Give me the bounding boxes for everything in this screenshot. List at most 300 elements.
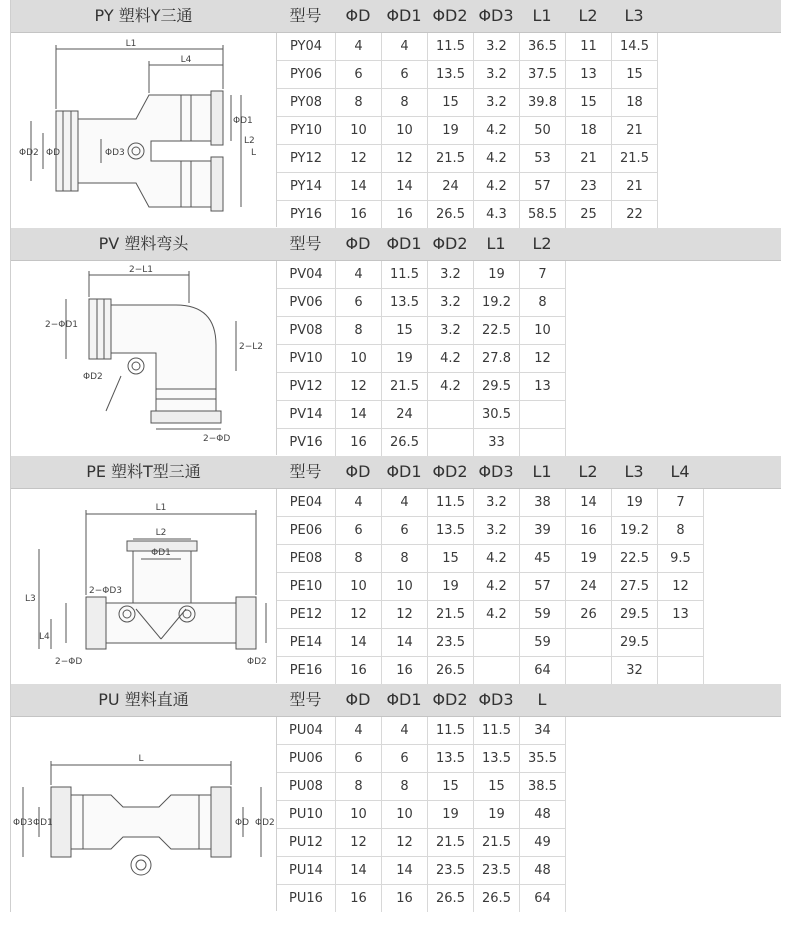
model-cell: PU12 bbox=[277, 829, 336, 856]
section-title: PY 塑料Y三通 bbox=[94, 6, 193, 25]
value-cell: 14 bbox=[336, 173, 382, 200]
dim-label: L1 bbox=[155, 503, 167, 513]
value-cell: 24 bbox=[428, 173, 474, 200]
value-cell: 14.5 bbox=[612, 33, 658, 60]
value-cell: 59 bbox=[520, 601, 566, 628]
value-cell: 57 bbox=[520, 573, 566, 600]
table-row bbox=[277, 429, 566, 456]
col-header: 型号 bbox=[289, 690, 322, 709]
value-cell: 58.5 bbox=[520, 201, 566, 228]
value-cell: 30.5 bbox=[474, 401, 520, 428]
value-cell: 21.5 bbox=[428, 601, 474, 628]
value-cell bbox=[566, 629, 612, 656]
model-cell: PU14 bbox=[277, 857, 336, 884]
model-cell: PE08 bbox=[277, 545, 336, 572]
value-cell: 13.5 bbox=[382, 289, 428, 316]
spec-table bbox=[277, 261, 566, 456]
value-cell: 8 bbox=[382, 89, 428, 116]
value-cell: 16 bbox=[336, 201, 382, 228]
value-cell: 16 bbox=[566, 517, 612, 544]
value-cell: 3.2 bbox=[428, 289, 474, 316]
value-cell: 8 bbox=[336, 317, 382, 344]
value-cell: 11.5 bbox=[428, 489, 474, 516]
model-cell: PY08 bbox=[277, 89, 336, 116]
value-cell: 19 bbox=[566, 545, 612, 572]
value-cell: 10 bbox=[382, 117, 428, 144]
value-cell: 6 bbox=[382, 745, 428, 772]
col-header: ΦD3 bbox=[478, 6, 514, 25]
value-cell: 12 bbox=[336, 373, 382, 400]
section-pe bbox=[10, 456, 781, 684]
value-cell: 19.2 bbox=[474, 289, 520, 316]
dim-label: ΦD1 bbox=[33, 818, 53, 828]
value-cell: 4.2 bbox=[474, 117, 520, 144]
value-cell: 14 bbox=[336, 857, 382, 884]
value-cell: 15 bbox=[428, 545, 474, 572]
value-cell: 10 bbox=[382, 573, 428, 600]
dim-label: 2−ΦD bbox=[203, 434, 231, 444]
value-cell: 22.5 bbox=[474, 317, 520, 344]
col-header: 型号 bbox=[289, 6, 322, 25]
value-cell: 50 bbox=[520, 117, 566, 144]
model-cell: PE04 bbox=[277, 489, 336, 516]
dim-label: L4 bbox=[39, 632, 50, 642]
value-cell: 23.5 bbox=[428, 629, 474, 656]
value-cell: 12 bbox=[336, 829, 382, 856]
table-row bbox=[277, 117, 658, 145]
col-header: L3 bbox=[624, 6, 644, 25]
table-row bbox=[277, 573, 704, 601]
value-cell: 12 bbox=[382, 145, 428, 172]
value-cell: 21 bbox=[612, 173, 658, 200]
value-cell: 10 bbox=[336, 117, 382, 144]
value-cell: 21.5 bbox=[428, 145, 474, 172]
table-row bbox=[277, 261, 566, 289]
value-cell: 26.5 bbox=[428, 885, 474, 912]
section-header bbox=[11, 456, 781, 489]
dim-label: ΦD2 bbox=[83, 372, 103, 382]
dim-label: L3 bbox=[25, 594, 36, 604]
value-cell: 19 bbox=[382, 345, 428, 372]
spec-sheet bbox=[10, 0, 780, 912]
dim-label: L2 bbox=[155, 528, 167, 538]
section-title: PV 塑料弯头 bbox=[98, 234, 189, 253]
spec-table bbox=[277, 717, 566, 912]
col-header: ΦD1 bbox=[386, 462, 422, 481]
value-cell: 4.2 bbox=[474, 573, 520, 600]
value-cell: 14 bbox=[336, 401, 382, 428]
value-cell bbox=[658, 657, 704, 684]
spec-table bbox=[277, 33, 658, 228]
pu-fitting-drawing bbox=[11, 717, 277, 911]
table-row bbox=[277, 717, 566, 745]
dim-label: 2−ΦD3 bbox=[89, 586, 123, 596]
model-cell: PV08 bbox=[277, 317, 336, 344]
col-header: L1 bbox=[532, 462, 552, 481]
col-header: ΦD2 bbox=[432, 690, 468, 709]
col-header: ΦD2 bbox=[432, 462, 468, 481]
value-cell: 4.2 bbox=[474, 545, 520, 572]
model-cell: PV16 bbox=[277, 429, 336, 456]
value-cell: 3.2 bbox=[474, 489, 520, 516]
value-cell: 6 bbox=[336, 289, 382, 316]
value-cell bbox=[428, 401, 474, 428]
value-cell: 23.5 bbox=[428, 857, 474, 884]
value-cell: 4 bbox=[336, 717, 382, 744]
model-cell: PE06 bbox=[277, 517, 336, 544]
table-row bbox=[277, 89, 658, 117]
value-cell: 19 bbox=[428, 801, 474, 828]
table-row bbox=[277, 829, 566, 857]
dim-label: ΦD2 bbox=[255, 818, 275, 828]
col-header: ΦD1 bbox=[386, 6, 422, 25]
pe-fitting-drawing bbox=[11, 489, 277, 683]
dim-label: 2−ΦD1 bbox=[45, 320, 79, 330]
model-cell: PU04 bbox=[277, 717, 336, 744]
section-title: PE 塑料T型三通 bbox=[86, 462, 201, 481]
col-header: ΦD bbox=[345, 690, 371, 709]
value-cell: 8 bbox=[658, 517, 704, 544]
value-cell: 29.5 bbox=[612, 601, 658, 628]
value-cell: 12 bbox=[520, 345, 566, 372]
value-cell: 64 bbox=[520, 657, 566, 684]
model-cell: PV04 bbox=[277, 261, 336, 288]
value-cell: 8 bbox=[382, 545, 428, 572]
value-cell: 6 bbox=[382, 61, 428, 88]
value-cell: 11.5 bbox=[382, 261, 428, 288]
value-cell: 26.5 bbox=[382, 429, 428, 456]
value-cell: 4 bbox=[382, 489, 428, 516]
value-cell: 6 bbox=[382, 517, 428, 544]
table-row bbox=[277, 545, 704, 573]
value-cell: 18 bbox=[566, 117, 612, 144]
model-cell: PE10 bbox=[277, 573, 336, 600]
value-cell: 21.5 bbox=[428, 829, 474, 856]
dim-label: ΦD1 bbox=[233, 116, 253, 126]
value-cell: 15 bbox=[428, 773, 474, 800]
value-cell: 38.5 bbox=[520, 773, 566, 800]
value-cell: 6 bbox=[336, 745, 382, 772]
value-cell: 8 bbox=[520, 289, 566, 316]
model-cell: PY12 bbox=[277, 145, 336, 172]
value-cell: 14 bbox=[382, 173, 428, 200]
value-cell: 26.5 bbox=[428, 201, 474, 228]
value-cell: 4.2 bbox=[474, 601, 520, 628]
value-cell: 16 bbox=[382, 885, 428, 912]
value-cell: 11.5 bbox=[428, 717, 474, 744]
value-cell: 49 bbox=[520, 829, 566, 856]
value-cell: 4.2 bbox=[428, 373, 474, 400]
value-cell: 8 bbox=[336, 89, 382, 116]
value-cell: 4.2 bbox=[428, 345, 474, 372]
dim-label: ΦD3 bbox=[13, 818, 33, 828]
value-cell: 6 bbox=[336, 61, 382, 88]
section-py bbox=[10, 0, 781, 228]
value-cell: 10 bbox=[336, 573, 382, 600]
model-cell: PV12 bbox=[277, 373, 336, 400]
dim-label: ΦD2 bbox=[247, 657, 267, 667]
value-cell: 39.8 bbox=[520, 89, 566, 116]
col-header: L2 bbox=[578, 462, 598, 481]
section-pu bbox=[10, 684, 781, 912]
value-cell: 19 bbox=[474, 801, 520, 828]
value-cell: 3.2 bbox=[428, 317, 474, 344]
value-cell: 16 bbox=[336, 429, 382, 456]
table-row bbox=[277, 145, 658, 173]
value-cell: 13.5 bbox=[428, 517, 474, 544]
section-pv bbox=[10, 228, 781, 456]
value-cell: 12 bbox=[382, 829, 428, 856]
value-cell: 4.2 bbox=[474, 145, 520, 172]
value-cell: 21 bbox=[566, 145, 612, 172]
dim-label: 2−L1 bbox=[129, 265, 154, 275]
value-cell: 33 bbox=[474, 429, 520, 456]
value-cell: 3.2 bbox=[428, 261, 474, 288]
pv-fitting-drawing bbox=[11, 261, 277, 455]
col-header: L2 bbox=[578, 6, 598, 25]
value-cell: 8 bbox=[336, 545, 382, 572]
table-row bbox=[277, 201, 658, 228]
value-cell: 19 bbox=[428, 573, 474, 600]
model-cell: PU06 bbox=[277, 745, 336, 772]
value-cell: 7 bbox=[520, 261, 566, 288]
dim-label: ΦD2 bbox=[19, 148, 39, 158]
table-row bbox=[277, 885, 566, 912]
col-header: 型号 bbox=[289, 462, 322, 481]
value-cell: 23 bbox=[566, 173, 612, 200]
value-cell: 29.5 bbox=[612, 629, 658, 656]
value-cell: 48 bbox=[520, 801, 566, 828]
model-cell: PE16 bbox=[277, 657, 336, 684]
value-cell bbox=[520, 401, 566, 428]
dim-label: 2−L2 bbox=[239, 342, 264, 352]
col-header: ΦD1 bbox=[386, 690, 422, 709]
value-cell: 18 bbox=[612, 89, 658, 116]
value-cell: 27.8 bbox=[474, 345, 520, 372]
value-cell: 3.2 bbox=[474, 517, 520, 544]
value-cell: 6 bbox=[336, 517, 382, 544]
value-cell: 4.2 bbox=[474, 173, 520, 200]
model-cell: PY10 bbox=[277, 117, 336, 144]
value-cell: 16 bbox=[336, 885, 382, 912]
value-cell: 4 bbox=[336, 489, 382, 516]
value-cell: 36.5 bbox=[520, 33, 566, 60]
table-row bbox=[277, 801, 566, 829]
table-row bbox=[277, 857, 566, 885]
table-row bbox=[277, 657, 704, 684]
value-cell: 21.5 bbox=[382, 373, 428, 400]
value-cell: 34 bbox=[520, 717, 566, 744]
table-row bbox=[277, 289, 566, 317]
value-cell: 12 bbox=[336, 601, 382, 628]
value-cell: 16 bbox=[382, 657, 428, 684]
model-cell: PE12 bbox=[277, 601, 336, 628]
value-cell: 13 bbox=[658, 601, 704, 628]
value-cell: 10 bbox=[520, 317, 566, 344]
table-row bbox=[277, 401, 566, 429]
section-header bbox=[11, 0, 781, 33]
value-cell bbox=[520, 429, 566, 456]
section-header bbox=[11, 228, 781, 261]
value-cell: 35.5 bbox=[520, 745, 566, 772]
dim-label: L bbox=[251, 148, 257, 158]
value-cell: 3.2 bbox=[474, 33, 520, 60]
col-header: L1 bbox=[532, 6, 552, 25]
value-cell: 15 bbox=[382, 317, 428, 344]
value-cell: 13 bbox=[566, 61, 612, 88]
model-cell: PY14 bbox=[277, 173, 336, 200]
model-cell: PV06 bbox=[277, 289, 336, 316]
model-cell: PU08 bbox=[277, 773, 336, 800]
value-cell bbox=[566, 657, 612, 684]
value-cell: 11.5 bbox=[474, 717, 520, 744]
value-cell: 15 bbox=[428, 89, 474, 116]
section-header bbox=[11, 684, 781, 717]
value-cell: 4 bbox=[382, 717, 428, 744]
dim-label: L2 bbox=[244, 136, 255, 146]
col-header: 型号 bbox=[289, 234, 322, 253]
value-cell: 11.5 bbox=[428, 33, 474, 60]
table-row bbox=[277, 745, 566, 773]
value-cell: 21.5 bbox=[474, 829, 520, 856]
py-fitting-drawing bbox=[11, 33, 277, 227]
table-row bbox=[277, 61, 658, 89]
spec-table bbox=[277, 489, 704, 684]
table-row bbox=[277, 33, 658, 61]
value-cell: 12 bbox=[382, 601, 428, 628]
value-cell: 22 bbox=[612, 201, 658, 228]
model-cell: PY06 bbox=[277, 61, 336, 88]
col-header: L1 bbox=[486, 234, 506, 253]
table-row bbox=[277, 173, 658, 201]
model-cell: PV10 bbox=[277, 345, 336, 372]
table-row bbox=[277, 345, 566, 373]
value-cell bbox=[474, 629, 520, 656]
value-cell: 32 bbox=[612, 657, 658, 684]
value-cell: 19.2 bbox=[612, 517, 658, 544]
value-cell: 29.5 bbox=[474, 373, 520, 400]
value-cell: 15 bbox=[612, 61, 658, 88]
col-header: ΦD bbox=[345, 462, 371, 481]
value-cell: 19 bbox=[474, 261, 520, 288]
value-cell: 9.5 bbox=[658, 545, 704, 572]
value-cell: 16 bbox=[382, 201, 428, 228]
value-cell: 57 bbox=[520, 173, 566, 200]
value-cell bbox=[474, 657, 520, 684]
value-cell: 22.5 bbox=[612, 545, 658, 572]
value-cell: 24 bbox=[382, 401, 428, 428]
table-row bbox=[277, 629, 704, 657]
col-header: L3 bbox=[624, 462, 644, 481]
value-cell: 13.5 bbox=[428, 61, 474, 88]
model-cell: PY04 bbox=[277, 33, 336, 60]
value-cell: 14 bbox=[336, 629, 382, 656]
dim-label: L4 bbox=[180, 55, 192, 65]
value-cell: 13 bbox=[520, 373, 566, 400]
value-cell: 48 bbox=[520, 857, 566, 884]
table-row bbox=[277, 517, 704, 545]
value-cell: 39 bbox=[520, 517, 566, 544]
value-cell: 37.5 bbox=[520, 61, 566, 88]
value-cell bbox=[658, 629, 704, 656]
value-cell: 8 bbox=[336, 773, 382, 800]
value-cell: 15 bbox=[566, 89, 612, 116]
value-cell: 45 bbox=[520, 545, 566, 572]
value-cell: 24 bbox=[566, 573, 612, 600]
value-cell: 3.2 bbox=[474, 89, 520, 116]
value-cell: 14 bbox=[566, 489, 612, 516]
value-cell: 26 bbox=[566, 601, 612, 628]
col-header: ΦD2 bbox=[432, 234, 468, 253]
dim-label: 2−ΦD bbox=[55, 657, 83, 667]
value-cell: 19 bbox=[428, 117, 474, 144]
col-header: ΦD bbox=[345, 6, 371, 25]
col-header: ΦD3 bbox=[478, 690, 514, 709]
value-cell: 26.5 bbox=[428, 657, 474, 684]
value-cell: 13.5 bbox=[474, 745, 520, 772]
section-title: PU 塑料直通 bbox=[98, 690, 189, 709]
dim-label: ΦD bbox=[235, 818, 250, 828]
value-cell: 14 bbox=[382, 629, 428, 656]
model-cell: PU10 bbox=[277, 801, 336, 828]
dim-label: ΦD1 bbox=[151, 548, 171, 558]
col-header: ΦD2 bbox=[432, 6, 468, 25]
table-row bbox=[277, 317, 566, 345]
value-cell: 26.5 bbox=[474, 885, 520, 912]
value-cell: 59 bbox=[520, 629, 566, 656]
col-header: L bbox=[537, 690, 547, 709]
value-cell: 13.5 bbox=[428, 745, 474, 772]
table-row bbox=[277, 773, 566, 801]
value-cell: 4.3 bbox=[474, 201, 520, 228]
dim-label: L1 bbox=[125, 39, 137, 49]
dim-label: ΦD3 bbox=[105, 148, 125, 158]
value-cell: 53 bbox=[520, 145, 566, 172]
value-cell: 27.5 bbox=[612, 573, 658, 600]
model-cell: PY16 bbox=[277, 201, 336, 228]
value-cell: 4 bbox=[336, 33, 382, 60]
value-cell: 4 bbox=[336, 261, 382, 288]
value-cell: 10 bbox=[336, 345, 382, 372]
col-header: L4 bbox=[670, 462, 690, 481]
value-cell: 8 bbox=[382, 773, 428, 800]
dim-label: ΦD bbox=[46, 148, 61, 158]
value-cell: 14 bbox=[382, 857, 428, 884]
value-cell: 64 bbox=[520, 885, 566, 912]
dim-label: L bbox=[138, 754, 144, 764]
value-cell: 10 bbox=[382, 801, 428, 828]
col-header: ΦD bbox=[345, 234, 371, 253]
table-row bbox=[277, 601, 704, 629]
value-cell: 21 bbox=[612, 117, 658, 144]
value-cell: 16 bbox=[336, 657, 382, 684]
model-cell: PV14 bbox=[277, 401, 336, 428]
model-cell: PE14 bbox=[277, 629, 336, 656]
col-header: ΦD1 bbox=[386, 234, 422, 253]
value-cell: 21.5 bbox=[612, 145, 658, 172]
value-cell: 12 bbox=[658, 573, 704, 600]
value-cell: 10 bbox=[336, 801, 382, 828]
value-cell: 3.2 bbox=[474, 61, 520, 88]
value-cell: 4 bbox=[382, 33, 428, 60]
value-cell: 38 bbox=[520, 489, 566, 516]
value-cell: 23.5 bbox=[474, 857, 520, 884]
table-row bbox=[277, 373, 566, 401]
model-cell: PU16 bbox=[277, 885, 336, 912]
col-header: L2 bbox=[532, 234, 552, 253]
value-cell bbox=[428, 429, 474, 456]
value-cell: 25 bbox=[566, 201, 612, 228]
